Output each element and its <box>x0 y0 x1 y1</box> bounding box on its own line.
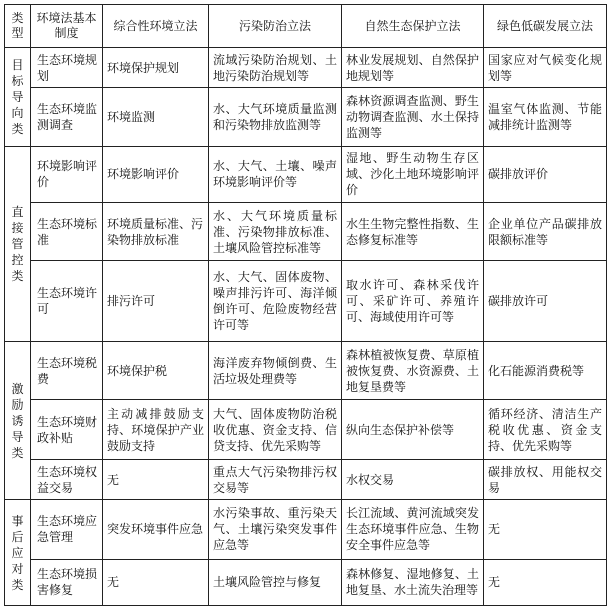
header-row <box>5 5 607 48</box>
table-row <box>5 400 607 459</box>
header-cell: 环境法基本制度 <box>31 5 103 48</box>
system-cell: 生态环境税费 <box>31 342 103 400</box>
lowcarbon-cell <box>484 459 607 499</box>
lowcarbon-text: 化石能源消费税等 <box>488 363 585 378</box>
pollution-text: 水、大气、固体废物、噪声排污许可、海洋倾倒许可、危险废物经营许可等 <box>213 270 337 333</box>
pollution-text: 水、大气、土壤、噪声环境影响评价等 <box>213 159 337 190</box>
table-row <box>5 261 607 342</box>
comprehensive-cell: 无 <box>103 459 209 499</box>
pollution-text: 重点大气污染物排污权交易等 <box>213 464 337 495</box>
pollution-cell <box>209 48 342 88</box>
system-cell: 生态环境财政补贴 <box>31 400 103 459</box>
table-row <box>5 146 607 202</box>
lowcarbon-cell <box>484 261 607 342</box>
lowcarbon-cell <box>484 203 607 261</box>
lowcarbon-cell <box>484 342 607 400</box>
ecology-cell <box>342 261 484 342</box>
header-cell: 污染防治立法 <box>209 5 342 48</box>
ecology-text: 长江流域、黄河流域突发生态环境事件应急、生物安全事件应急等 <box>346 506 479 553</box>
legislation-table <box>4 4 607 606</box>
comprehensive-cell: 环境保护规划 <box>103 48 209 88</box>
header-cell: 绿色低碳发展立法 <box>484 5 607 48</box>
lowcarbon-text: 循环经济、清洁生产税收优惠、资金支持、优先采购等 <box>488 406 602 453</box>
lowcarbon-text: 碳排放权、用能权交易 <box>488 464 602 495</box>
pollution-cell <box>209 203 342 261</box>
comprehensive-cell: 环境质量标准、污染物排放标准 <box>103 203 209 261</box>
ecology-cell <box>342 500 484 559</box>
system-cell: 生态环境许可 <box>31 261 103 342</box>
system-cell: 生态环境损害修复 <box>31 559 103 605</box>
lowcarbon-cell: 无 <box>484 559 607 605</box>
lowcarbon-cell <box>484 400 607 459</box>
pollution-text: 水、大气环境质量标准、污染物排放标准、土壤风险管控标准等 <box>213 208 337 255</box>
header-cell: 类型 <box>5 5 31 48</box>
table-row <box>5 203 607 261</box>
table-row <box>5 342 607 400</box>
ecology-text: 取水许可、森林采伐许可、采矿许可、养殖许可、海域使用许可等 <box>346 278 479 325</box>
pollution-text: 海洋废弃物倾倒费、生活垃圾处理费等 <box>213 355 337 386</box>
table-row <box>5 559 607 605</box>
ecology-cell <box>342 203 484 261</box>
lowcarbon-text: 碳排放许可 <box>488 294 549 309</box>
table-row <box>5 459 607 499</box>
pollution-cell <box>209 400 342 459</box>
pollution-cell <box>209 459 342 499</box>
comprehensive-cell <box>103 400 209 459</box>
lowcarbon-text: 温室气体监测、节能减排统计监测等 <box>488 101 602 132</box>
lowcarbon-text: 国家应对气候变化规划等 <box>488 52 602 83</box>
comprehensive-cell: 环境影响评价 <box>103 146 209 202</box>
comprehensive-cell: 排污许可 <box>103 261 209 342</box>
system-cell: 生态环境权益交易 <box>31 459 103 499</box>
comprehensive-cell: 环境监测 <box>103 88 209 146</box>
lowcarbon-cell <box>484 88 607 146</box>
header-cell: 自然生态保护立法 <box>342 5 484 48</box>
ecology-cell <box>342 342 484 400</box>
pollution-text: 水、大气环境质量监测和污染物排放监测等 <box>213 101 337 132</box>
comprehensive-cell: 无 <box>103 559 209 605</box>
system-cell: 生态环境应急管理 <box>31 500 103 559</box>
ecology-text: 水生生物完整性指数、生态修复标准等 <box>346 216 479 247</box>
table-row <box>5 88 607 146</box>
ecology-text: 森林植被恢复费、草原植被恢复费、水资源费、土地复垦费等 <box>346 347 479 394</box>
pollution-text: 水污染事故、重污染天气、土壤污染突发事件应急等 <box>213 506 337 553</box>
ecology-text: 林业发展规划、自然保护地规划等 <box>346 52 479 83</box>
system-cell: 环境影响评价 <box>31 146 103 202</box>
ecology-cell <box>342 146 484 202</box>
category-cell: 激励诱导类 <box>5 342 31 500</box>
comprehensive-cell: 环境保护税 <box>103 342 209 400</box>
ecology-cell: 纵向生态保护补偿等 <box>342 400 484 459</box>
lowcarbon-text: 企业单位产品碳排放限额标准等 <box>488 216 602 247</box>
pollution-cell <box>209 500 342 559</box>
pollution-cell <box>209 261 342 342</box>
lowcarbon-cell <box>484 48 607 88</box>
comprehensive-text: 主动减排鼓励支持、环境保护产业鼓励支持 <box>107 406 204 453</box>
category-cell: 事后应对类 <box>5 500 31 606</box>
ecology-cell <box>342 559 484 605</box>
lowcarbon-text: 碳排放评价 <box>488 167 549 182</box>
pollution-text: 大气、固体废物防治税收优惠、资金支持、信贷支持、优先采购等 <box>213 406 337 453</box>
pollution-cell <box>209 88 342 146</box>
system-cell: 生态环境规划 <box>31 48 103 88</box>
ecology-cell: 水权交易 <box>342 459 484 499</box>
ecology-text: 森林资源调查监测、野生动物调查监测、水土保持监测等 <box>346 93 479 140</box>
comprehensive-cell <box>103 500 209 559</box>
pollution-text: 流域污染防治规划、土地污染防治规划等 <box>213 52 337 83</box>
category-cell: 目标导向类 <box>5 48 31 147</box>
table-row <box>5 500 607 559</box>
ecology-cell <box>342 48 484 88</box>
document-page <box>4 4 606 606</box>
comprehensive-text: 突发环境事件应急 <box>107 522 204 537</box>
lowcarbon-cell <box>484 146 607 202</box>
category-cell: 直接管控类 <box>5 146 31 341</box>
pollution-cell: 土壤风险管控与修复 <box>209 559 342 605</box>
header-cell: 综合性环境立法 <box>103 5 209 48</box>
ecology-text: 湿地、野生动物生存区域、沙化土地环境影响评价 <box>346 151 479 198</box>
lowcarbon-cell: 无 <box>484 500 607 559</box>
system-cell: 生态环境监测调查 <box>31 88 103 146</box>
table-row <box>5 48 607 88</box>
pollution-cell <box>209 342 342 400</box>
ecology-text: 森林修复、湿地修复、土地复垦、水土流失治理等 <box>346 567 479 598</box>
system-cell: 生态环境标准 <box>31 203 103 261</box>
pollution-cell <box>209 146 342 202</box>
ecology-cell <box>342 88 484 146</box>
